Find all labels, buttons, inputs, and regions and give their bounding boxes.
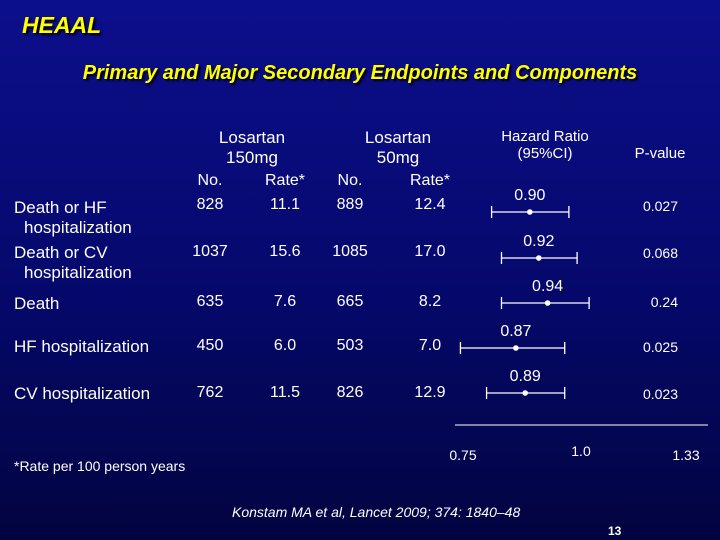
row-low-no: 665 [336, 293, 364, 310]
high-rate-header: Rate* [264, 172, 306, 189]
hazard-ratio-line2: (95%CI) [517, 145, 573, 162]
group-low-line2: 50mg [376, 148, 420, 167]
x-tick-label: 0.75 [449, 447, 477, 463]
row-p-value: 0.023 [642, 386, 678, 402]
row-low-no: 889 [336, 196, 364, 213]
x-tick-label: 1.0 [571, 443, 591, 459]
row-label-line2: hospitalization [24, 263, 132, 282]
high-no-header: No. [197, 172, 223, 189]
row-label-line1: CV hospitalization [14, 384, 151, 403]
group-high-line1: Losartan [218, 128, 286, 147]
row-high-no: 1037 [192, 243, 228, 260]
footnote: *Rate per 100 person years [14, 458, 186, 474]
row-high-no: 828 [196, 196, 224, 213]
row-high-no: 762 [196, 384, 224, 401]
row-label-line2: hospitalization [24, 218, 132, 237]
row-label-line1: HF hospitalization [14, 337, 150, 356]
row-label-line1: Death or CV [14, 243, 108, 262]
row-high-no: 450 [196, 337, 224, 354]
brand-title: HEAAL [22, 12, 102, 38]
low-no-header: No. [337, 172, 363, 189]
slide-title: Primary and Major Secondary Endpoints and Components [82, 62, 638, 84]
hr-point [527, 209, 533, 215]
row-low-no: 1085 [332, 243, 368, 260]
row-low-rate: 17.0 [414, 243, 446, 260]
row-low-rate: 7.0 [418, 337, 442, 354]
hazard-ratio-line1: Hazard Ratio [501, 128, 589, 145]
hr-value-label: 0.94 [532, 278, 564, 295]
row-high-rate: 7.6 [273, 293, 297, 310]
row-p-value: 0.025 [642, 339, 678, 355]
row-high-rate: 11.5 [270, 384, 300, 401]
low-rate-header: Rate* [409, 172, 451, 189]
row-high-rate: 11.1 [270, 196, 300, 213]
row-low-rate: 12.9 [414, 384, 446, 401]
hr-value-label: 0.89 [509, 368, 541, 385]
group-low-line1: Losartan [364, 128, 432, 147]
group-high-line2: 150mg [226, 148, 278, 167]
citation: Konstam MA et al, Lancet 2009; 374: 1840–48 [232, 504, 521, 520]
row-p-value: 0.24 [650, 294, 678, 310]
row-label-line1: Death [14, 294, 60, 313]
row-high-rate: 15.6 [269, 243, 301, 260]
page-number: 13 [608, 524, 622, 538]
row-low-rate: 8.2 [418, 293, 442, 310]
hr-point [522, 390, 528, 396]
hr-point [513, 345, 519, 351]
hr-value-label: 0.87 [500, 323, 532, 340]
row-low-no: 826 [336, 384, 364, 401]
hr-value-label: 0.90 [514, 187, 546, 204]
x-tick-label: 1.33 [672, 447, 700, 463]
hr-value-label: 0.92 [523, 233, 555, 250]
row-p-value: 0.068 [642, 245, 678, 261]
hr-point [545, 300, 551, 306]
row-low-rate: 12.4 [414, 196, 446, 213]
row-p-value: 0.027 [642, 198, 678, 214]
row-high-no: 635 [196, 293, 224, 310]
hr-point [536, 255, 542, 261]
p-value-header: P-value [634, 145, 686, 162]
row-label-line1: Death or HF [14, 198, 107, 217]
row-low-no: 503 [336, 337, 364, 354]
row-high-rate: 6.0 [273, 337, 297, 354]
